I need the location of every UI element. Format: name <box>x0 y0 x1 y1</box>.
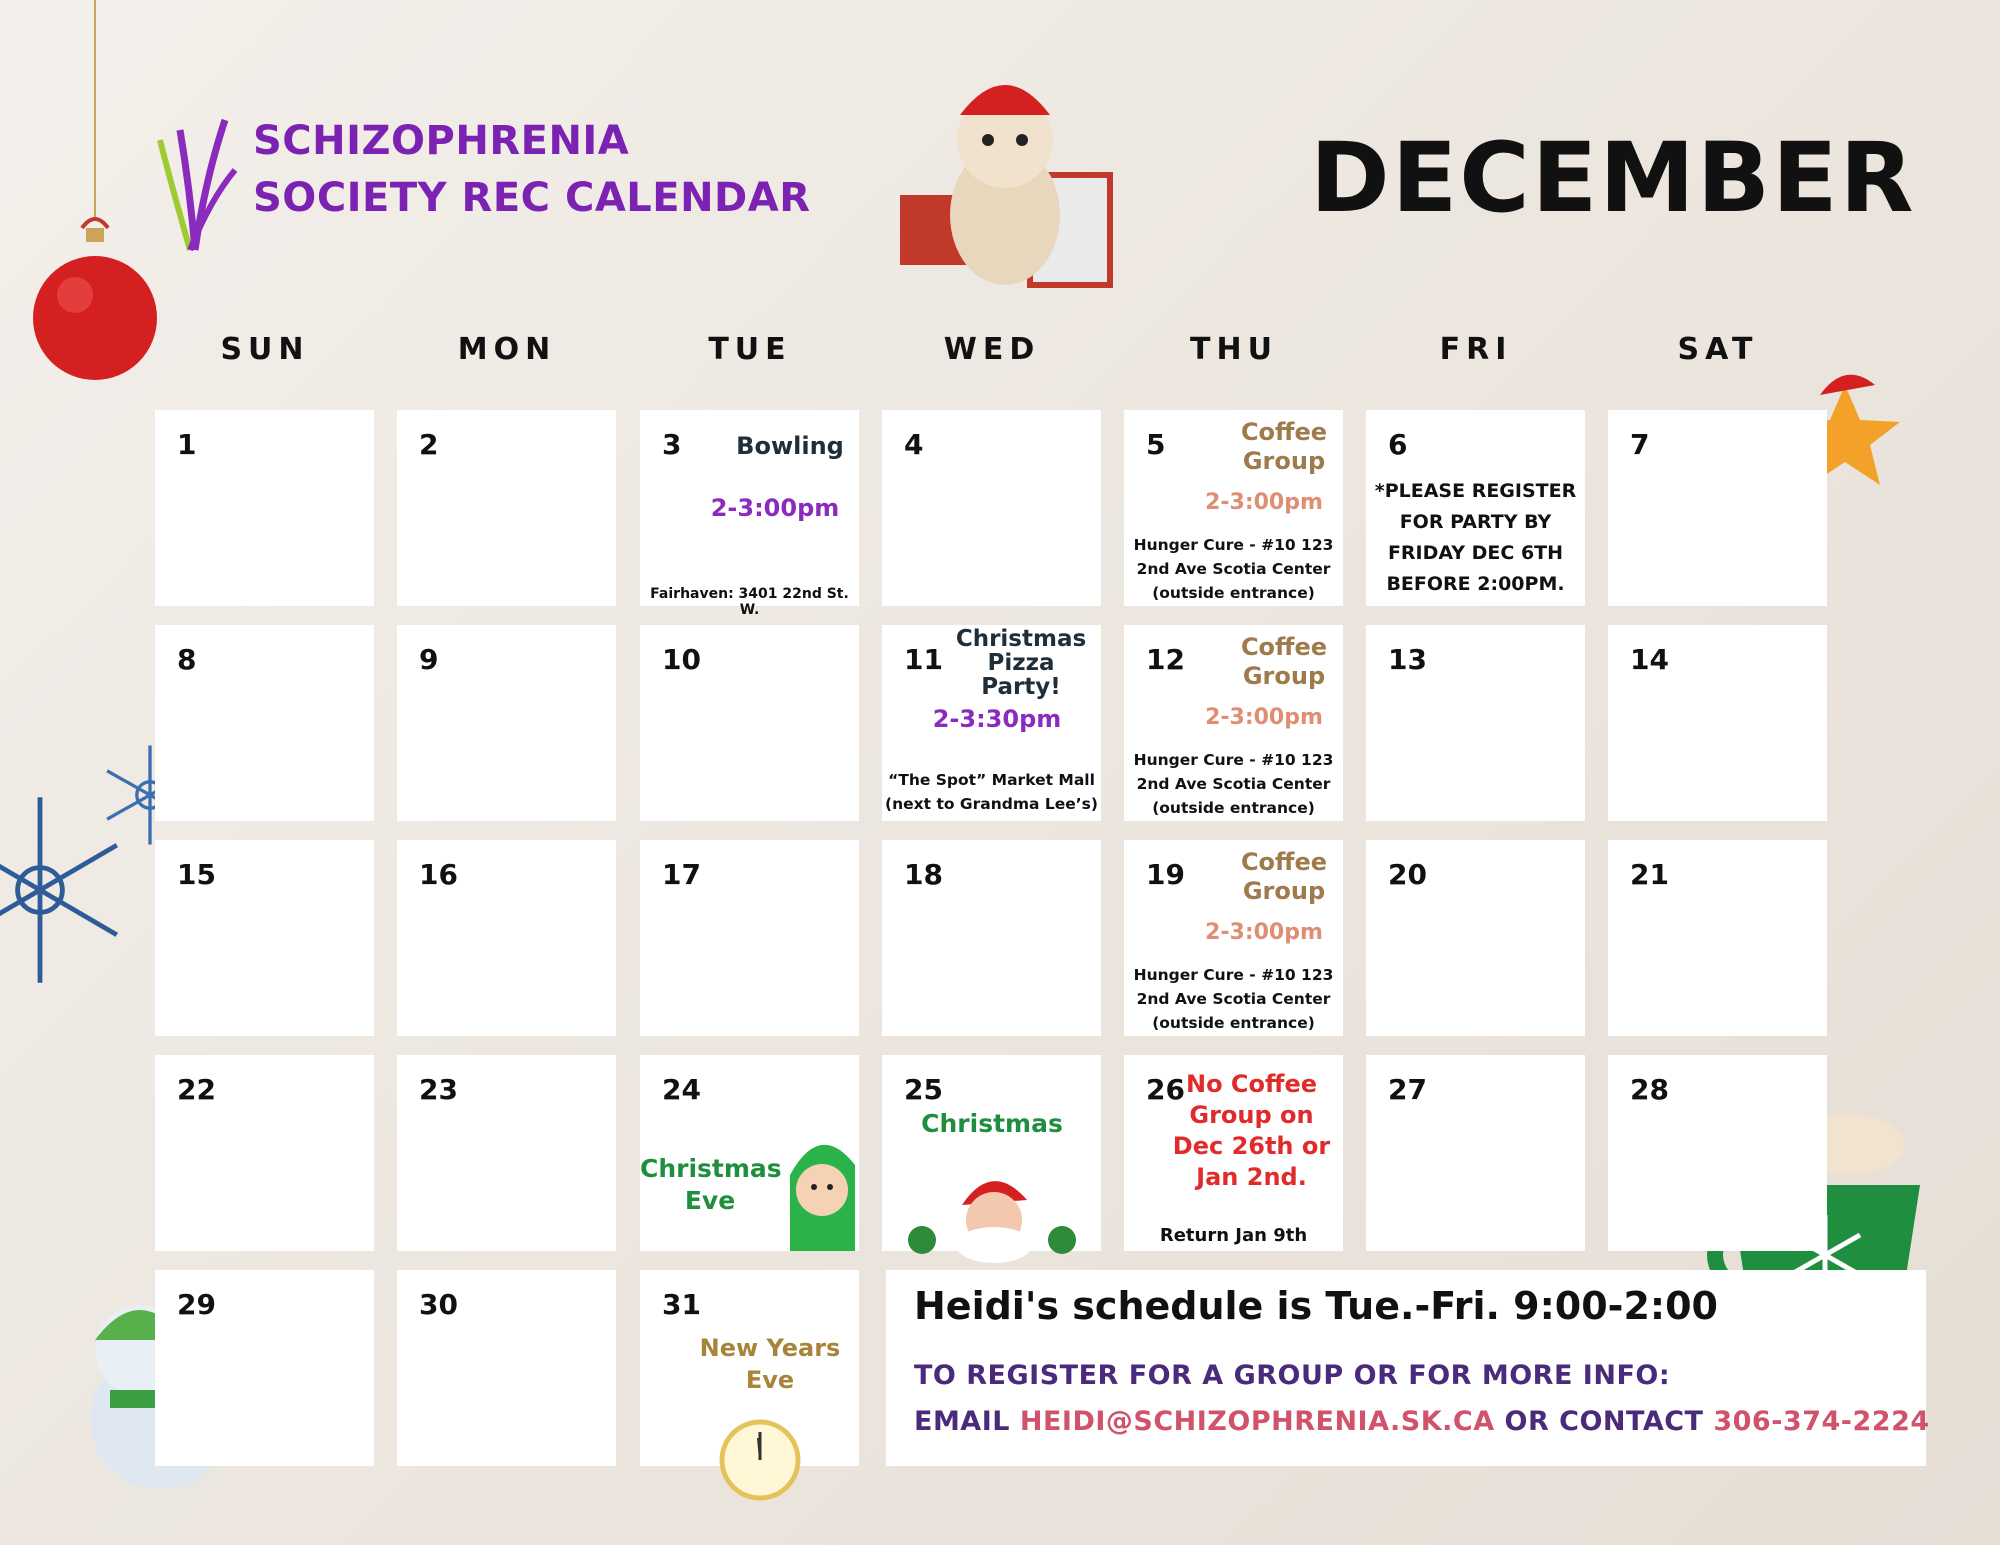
day-cell-18 <box>882 840 1101 1036</box>
day-number: 31 <box>662 1288 701 1321</box>
day-cell-16 <box>397 840 616 1036</box>
month-title: DECEMBER <box>1310 122 1916 234</box>
day-number: 26 <box>1146 1073 1185 1106</box>
day-cell-30 <box>397 1270 616 1466</box>
day-number: 25 <box>904 1073 943 1106</box>
event-time: 2-3:00pm <box>710 494 840 522</box>
snowflake-icon <box>0 790 120 990</box>
day-cell-20 <box>1366 840 1585 1036</box>
event-time: 2-3:00pm <box>1205 705 1323 730</box>
day-number: 16 <box>419 858 458 891</box>
day-number: 24 <box>662 1073 701 1106</box>
day-number: 17 <box>662 858 701 891</box>
weekday-header-sat: SAT <box>1677 332 1759 367</box>
email-label: EMAIL <box>914 1406 1020 1437</box>
day-cell-11 <box>882 625 1101 821</box>
day-number: 2 <box>419 428 439 461</box>
register-info-text: TO REGISTER FOR A GROUP OR FOR MORE INFO: <box>914 1360 1671 1391</box>
event-location: Hunger Cure - #10 123 2nd Ave Scotia Center (outside entrance) <box>1133 751 1334 817</box>
puppy-gift-illustration <box>890 55 1120 295</box>
event-title: Christmas Pizza Party! <box>955 626 1087 700</box>
day-number: 3 <box>662 428 682 461</box>
weekday-header-sun: SUN <box>220 332 310 367</box>
event-title: Coffee Group <box>1240 633 1328 690</box>
event-title: Bowling <box>736 432 844 460</box>
schedule-text: Heidi's schedule is Tue.-Fri. 9:00-2:00 <box>914 1284 1718 1328</box>
contact-label: OR CONTACT <box>1494 1406 1714 1437</box>
day-cell-2 <box>397 410 616 606</box>
day-number: 19 <box>1146 858 1185 891</box>
day-number: 29 <box>177 1288 216 1321</box>
day-cell-1 <box>155 410 374 606</box>
logo-icon <box>150 100 240 255</box>
event-title: Christmas <box>921 1109 1063 1138</box>
day-number: 18 <box>904 858 943 891</box>
day-number: 15 <box>177 858 216 891</box>
event-location: Fairhaven: 3401 22nd St. W. <box>650 586 849 618</box>
day-cell-27 <box>1366 1055 1585 1251</box>
day-cell-17 <box>640 840 859 1036</box>
event-time: 2-3:00pm <box>1205 920 1323 945</box>
day-cell-9 <box>397 625 616 821</box>
day-cell-12 <box>1124 625 1343 821</box>
event-location: “The Spot” Market Mall (next to Grandma Lee’s) <box>885 771 1098 813</box>
day-number: 4 <box>904 428 924 461</box>
day-number: 22 <box>177 1073 216 1106</box>
event-title: Coffee Group <box>1240 418 1328 475</box>
weekday-header-wed: WED <box>943 332 1041 367</box>
day-cell-6 <box>1366 410 1585 606</box>
event-location: Hunger Cure - #10 123 2nd Ave Scotia Center (outside entrance) <box>1133 966 1334 1032</box>
event-time: 2-3:00pm <box>1205 490 1323 515</box>
phone-link[interactable]: 306-374-2224 <box>1713 1406 1930 1437</box>
day-cell-5 <box>1124 410 1343 606</box>
day-cell-19 <box>1124 840 1343 1036</box>
weekday-header-thu: THU <box>1190 332 1278 367</box>
day-number: 20 <box>1388 858 1427 891</box>
contact-info-panel <box>886 1270 1930 1466</box>
day-number: 28 <box>1630 1073 1669 1106</box>
day-cell-7 <box>1608 410 1827 606</box>
clock-icon <box>718 1418 802 1502</box>
day-cell-13 <box>1366 625 1585 821</box>
register-note: *PLEASE REGISTER FOR PARTY BY FRIDAY DEC 6TH BEFORE 2:00PM. <box>1374 480 1577 595</box>
ornament-decoration <box>20 0 170 390</box>
elf-illustration <box>780 1125 859 1251</box>
day-number: 13 <box>1388 643 1427 676</box>
day-cell-25 <box>882 1055 1101 1251</box>
weekday-header-fri: FRI <box>1439 332 1513 367</box>
day-number: 1 <box>177 428 197 461</box>
org-title-line2: SOCIETY REC CALENDAR <box>253 175 811 221</box>
day-cell-24 <box>640 1055 859 1251</box>
day-cell-10 <box>640 625 859 821</box>
day-cell-14 <box>1608 625 1827 821</box>
day-number: 6 <box>1388 428 1408 461</box>
day-cell-26 <box>1124 1055 1343 1251</box>
day-number: 9 <box>419 643 439 676</box>
contact-line <box>914 1406 1930 1437</box>
day-number: 14 <box>1630 643 1669 676</box>
weekday-header-tue: TUE <box>708 332 792 367</box>
return-note: Return Jan 9th <box>1159 1225 1308 1246</box>
day-number: 8 <box>177 643 197 676</box>
day-cell-23 <box>397 1055 616 1251</box>
email-link[interactable]: HEIDI@SCHIZOPHRENIA.SK.CA <box>1019 1406 1495 1437</box>
day-cell-3 <box>640 410 859 618</box>
day-cell-15 <box>155 840 374 1036</box>
day-number: 5 <box>1146 428 1166 461</box>
day-number: 30 <box>419 1288 458 1321</box>
event-time: 2-3:30pm <box>932 705 1062 733</box>
event-location: Hunger Cure - #10 123 2nd Ave Scotia Center (outside entrance) <box>1133 536 1334 602</box>
day-cell-4 <box>882 410 1101 606</box>
day-cell-8 <box>155 625 374 821</box>
weekday-header-mon: MON <box>457 332 557 367</box>
no-coffee-notice: No Coffee Group on Dec 26th or Jan 2nd. <box>1172 1070 1331 1191</box>
org-title-line1: SCHIZOPHRENIA <box>253 118 630 164</box>
day-cell-28 <box>1608 1055 1827 1251</box>
day-number: 27 <box>1388 1073 1427 1106</box>
event-title: Coffee Group <box>1240 848 1328 905</box>
event-title: New Years Eve <box>699 1334 841 1394</box>
day-number: 21 <box>1630 858 1669 891</box>
day-number: 10 <box>662 643 701 676</box>
event-title: Christmas Eve <box>640 1154 782 1215</box>
day-number: 11 <box>904 643 943 676</box>
day-cell-22 <box>155 1055 374 1251</box>
day-cell-29 <box>155 1270 374 1466</box>
day-number: 12 <box>1146 643 1185 676</box>
day-number: 23 <box>419 1073 458 1106</box>
day-number: 7 <box>1630 428 1650 461</box>
santa-illustration <box>902 1165 1082 1251</box>
day-cell-21 <box>1608 840 1827 1036</box>
